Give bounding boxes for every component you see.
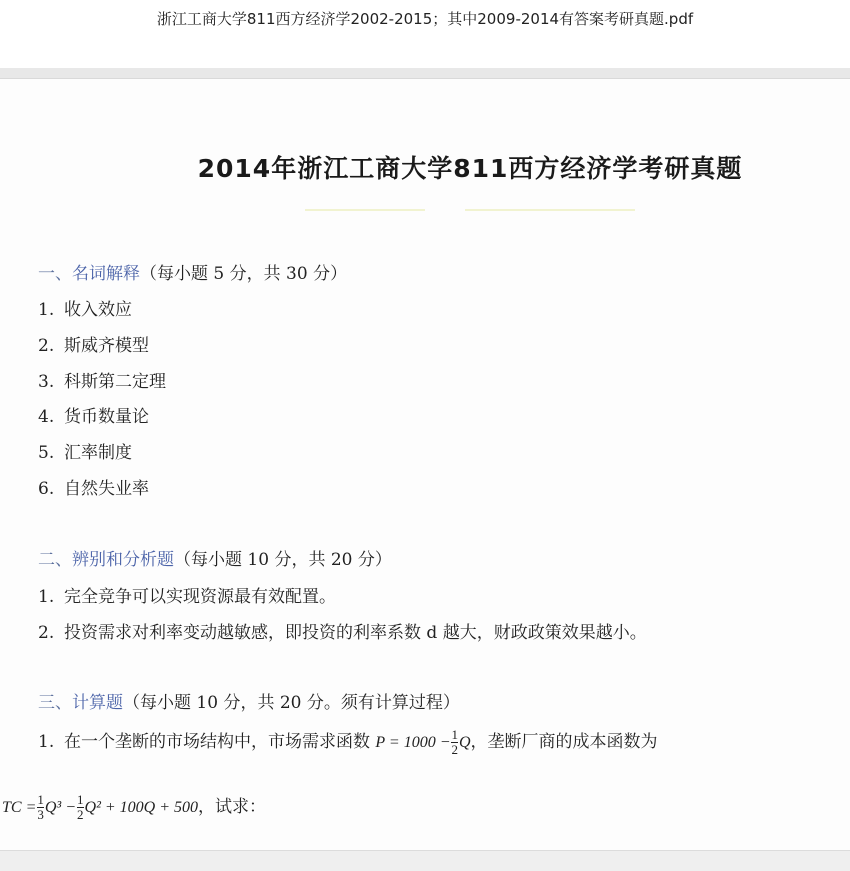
item-index: 2. <box>38 336 55 356</box>
list-item <box>38 402 149 427</box>
item-text-continued: ，垄断厂商的成本函数为 <box>470 732 658 752</box>
document-title: 2014年浙江工商大学811西方经济学考研真题 <box>197 154 743 183</box>
section-number: 二、 <box>38 550 72 570</box>
item-text: 自然失业率 <box>64 479 149 499</box>
list-item <box>38 727 658 757</box>
fraction-numerator: 1 <box>77 792 84 807</box>
list-item <box>38 438 132 463</box>
item-text: 货币数量论 <box>64 407 149 427</box>
section-heading <box>38 259 347 284</box>
section-note: （每小题 5 分，共 30 分） <box>140 264 348 284</box>
fraction <box>77 793 84 822</box>
list-item <box>38 618 647 643</box>
fraction-numerator: 1 <box>37 792 44 807</box>
list-item <box>38 367 166 392</box>
title-underline-right <box>465 209 635 211</box>
list-item <box>38 295 132 320</box>
section-heading <box>38 688 460 713</box>
item-index: 1. <box>38 587 55 607</box>
fraction <box>37 793 44 822</box>
demand-formula <box>375 728 470 757</box>
item-text: 收入效应 <box>64 300 132 320</box>
list-item <box>38 474 149 499</box>
fraction-denominator: 3 <box>37 807 44 822</box>
section-name: 辨别和分析题 <box>72 550 174 570</box>
formula-lhs: TC = <box>2 798 37 816</box>
list-item <box>38 582 336 607</box>
fraction-denominator: 2 <box>451 742 458 757</box>
item-text: 投资需求对利率变动越敏感，即投资的利率系数 d 越大，财政政策效果越小。 <box>64 623 647 643</box>
title-underline-left <box>305 209 425 211</box>
formula-rhs: Q <box>458 733 471 751</box>
item-text: 完全竞争可以实现资源最有效配置。 <box>64 587 336 607</box>
file-title: 浙江工商大学811西方经济学2002-2015；其中2009-2014有答案考研真题.pdf <box>156 10 694 28</box>
item-index: 3. <box>38 372 55 392</box>
item-index: 6. <box>38 479 55 499</box>
item-text: ，试求： <box>198 797 267 817</box>
item-index: 4. <box>38 407 55 427</box>
fraction-numerator: 1 <box>451 727 458 742</box>
item-text: 汇率制度 <box>64 443 132 463</box>
item-text: 在一个垄断的市场结构中，市场需求函数 <box>64 732 370 752</box>
viewer-bottom-bar <box>0 850 850 871</box>
formula-term: Q² + 100Q + 500 <box>84 798 199 816</box>
item-index: 1. <box>38 732 55 752</box>
pdf-page <box>0 79 850 850</box>
item-index: 1. <box>38 300 55 320</box>
section-number: 三、 <box>38 693 72 713</box>
section-note: （每小题 10 分，共 20 分。须有计算过程） <box>123 693 460 713</box>
section-note: （每小题 10 分，共 20 分） <box>174 550 392 570</box>
formula-term: Q³ − <box>44 798 77 816</box>
fraction-denominator: 2 <box>77 807 84 822</box>
section-name: 名词解释 <box>72 264 140 284</box>
viewer-toolbar-divider <box>0 68 850 79</box>
section-number: 一、 <box>38 264 72 284</box>
item-index: 5. <box>38 443 55 463</box>
section-name: 计算题 <box>72 693 123 713</box>
section-heading <box>38 545 392 570</box>
fraction <box>451 728 458 757</box>
item-text: 斯威齐模型 <box>64 336 149 356</box>
cost-function-line <box>2 792 266 822</box>
cost-formula <box>2 793 198 822</box>
item-text: 科斯第二定理 <box>64 372 166 392</box>
item-index: 2. <box>38 623 55 643</box>
formula-lhs: P = 1000 − <box>375 733 451 751</box>
list-item <box>38 331 149 356</box>
